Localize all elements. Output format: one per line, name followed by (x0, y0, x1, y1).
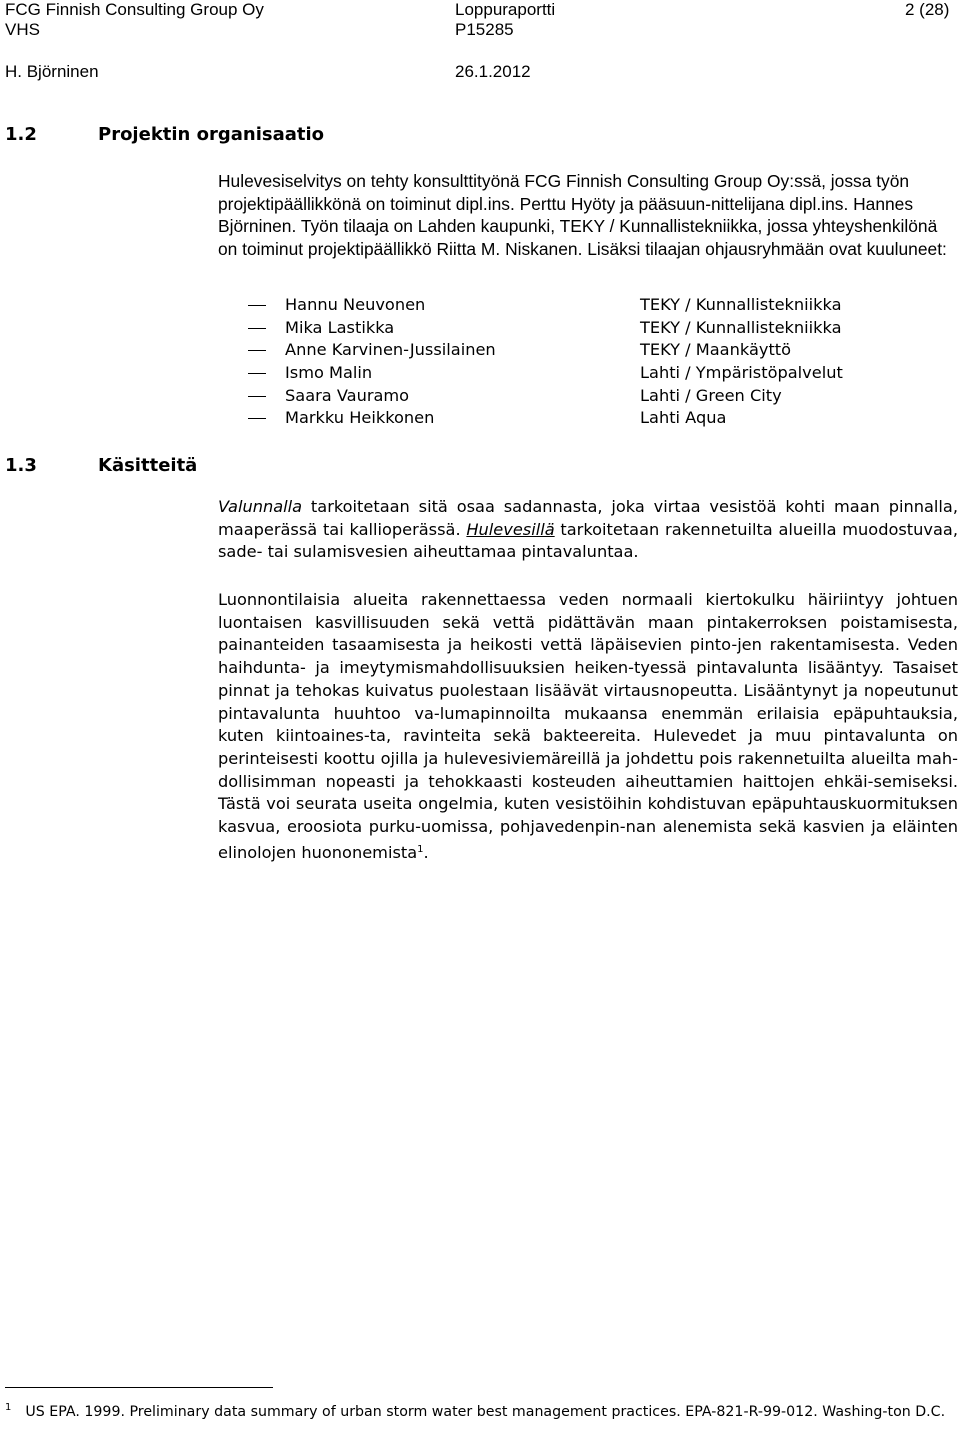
header-date: 26.1.2012 (455, 62, 531, 81)
urban-runoff-paragraph (218, 589, 958, 864)
dash-bullet (248, 396, 266, 397)
dash-bullet (248, 305, 266, 306)
body-text: Luonnontilaisia alueita rakennettaessa veden normaali kiertokulku häiriintyy johtuen luontaisen kasvillisuuden sekä vettä pidättävän maan pintakerroksen poistamisesta, painanteiden tasaamisesta ja heikosti vettä läpäisevien pinto-jen rakentamisesta. Veden haihdunta- ja imeytymismahdollisuuksien heiken-tyessä pintavalunta lisääntyy. Tasaiset pinnat ja tehokas kuivatus puolestaan lisäävät virtausnopeutta. Lisääntynyt ja nopeutunut pintavalunta huuhtoo va-lumapinnoilta mukaansa enemmän erilaisia epäpuhtauksia, kuten kiintoaines-ta, ravinteita sekä bakteereita. Hulevedet ja muu pintavalunta on perinteisesti koottu ojilla ja hulevesiviemäreillä ja johdettu pois rakennetuilta alueilta mah-dollisimman nopeasti ja tehokkaasti kosteuden aiheuttamien haittojen ehkäi-semiseksi. Tästä voi seurata useita ongelmia, kuten vesistöihin kohdistuvan epäpuhtauskuormituksen kasvua, eroosiota purku-uomissa, pohjavedenpin-nan alenemista sekä kasvien ja eläinten elinolojen huononemista (218, 590, 958, 862)
section-number: 1.3 (5, 455, 37, 476)
definition-text: tarkoitetaan rakennetuilta alueilla muodostuvaa, sade- tai sulamisvesien aiheuttamaa pintavaluntaa. (218, 519, 958, 562)
definitions-paragraph (218, 496, 958, 564)
section-title: Projektin organisaatio (98, 124, 325, 145)
term-valunta: Valunnalla (218, 497, 303, 516)
term-hulevesi: Hulevesillä (466, 519, 555, 539)
member-organisation: Lahti / Ympäristöpalvelut (640, 363, 843, 383)
section-heading-1-3 (5, 455, 197, 477)
dash-bullet (248, 350, 266, 351)
member-name: Ismo Malin (285, 363, 373, 383)
member-name: Hannu Neuvonen (285, 295, 426, 314)
footnote-text: US EPA. 1999. Preliminary data summary of urban storm water best management practices. EPA-821-R-99-012. Washing-ton D.C. (25, 1404, 946, 1420)
dash-bullet (248, 373, 266, 374)
header-doc-type: Loppuraportti (455, 0, 556, 19)
member-name: Saara Vauramo (285, 385, 410, 405)
footnote-reference[interactable]: 1 (417, 843, 424, 855)
member-organisation: TEKY / Kunnallistekniikka (640, 317, 842, 337)
member-name: Anne Karvinen-Jussilainen (285, 340, 496, 360)
member-name: Markku Heikkonen (285, 408, 435, 428)
member-organisation: Lahti Aqua (640, 408, 727, 428)
footnote-marker: 1 (5, 1402, 12, 1413)
section-title: Käsitteitä (98, 455, 198, 476)
sentence-end: . (423, 842, 429, 862)
header-company: FCG Finnish Consulting Group Oy (5, 0, 264, 19)
footnote-separator (5, 1387, 273, 1388)
member-name: Mika Lastikka (285, 317, 395, 337)
header-page-number: 2 (28) (905, 0, 950, 19)
header-project-number: P15285 (455, 20, 514, 39)
member-organisation: TEKY / Maankäyttö (640, 340, 792, 360)
member-organisation: Lahti / Green City (640, 385, 782, 405)
footnote (5, 1398, 958, 1422)
dash-bullet (248, 418, 266, 419)
organisation-paragraph: Hulevesiselvitys on tehty konsulttityönä FCG Finnish Consulting Group Oy:ssä, jossa työn projektipäällikkönä on toiminut dipl.ins. Perttu Hyöty ja pääsuun-nittelijana dipl.ins. Hannes Björninen. Työn tilaaja on Lahden kaupunki, TEKY / Kunnallistekniikka, jossa yhteyshenkilönä on toiminut projektipäällikkö Riitta M. Niskanen. Lisäksi tilaajan ohjausryhmään ovat kuuluneet: (218, 171, 947, 260)
definition-text: tarkoitetaan sitä osaa sadannasta, joka virtaa vesistöä kohti maan pinnalla, maaperässä tai kallioperässä. (218, 497, 958, 539)
member-organisation: TEKY / Kunnallistekniikka (640, 295, 842, 314)
header-author: H. Björninen (5, 62, 99, 81)
section-number: 1.2 (5, 124, 37, 145)
dash-bullet (248, 328, 266, 329)
header-unit: VHS (5, 20, 40, 39)
section-heading-1-2 (5, 124, 324, 146)
